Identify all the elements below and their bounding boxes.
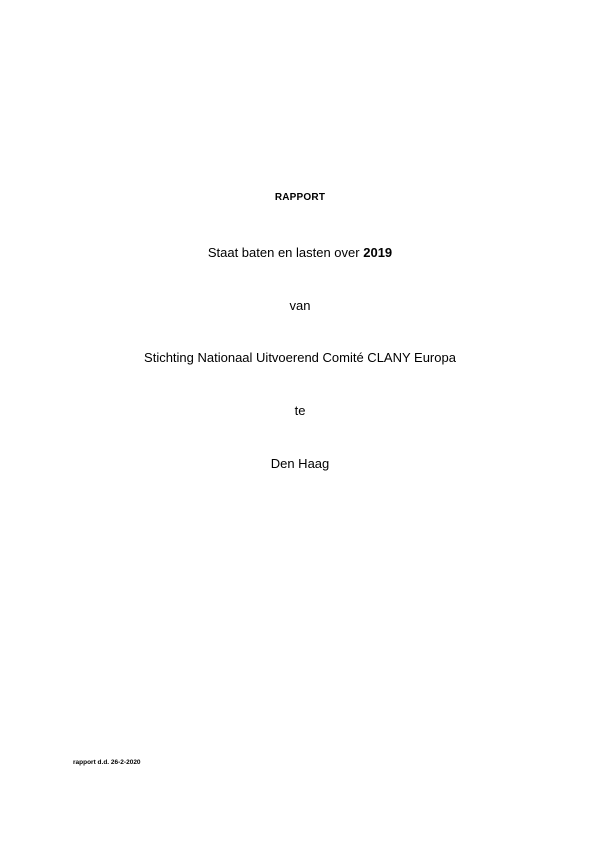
report-date-footer: rapport d.d. 26-2-2020 [73,759,141,766]
connector-te: te [294,403,306,418]
report-heading: RAPPORT [274,192,326,203]
report-title [0,245,600,260]
report-title-prefix: Staat baten en lasten over [207,245,360,260]
city-name: Den Haag [270,456,330,471]
connector-van: van [289,298,311,313]
report-title-year: 2019 [363,245,393,260]
organization-name: Stichting Nationaal Uitvoerend Comité CLANY Europa [144,350,456,365]
